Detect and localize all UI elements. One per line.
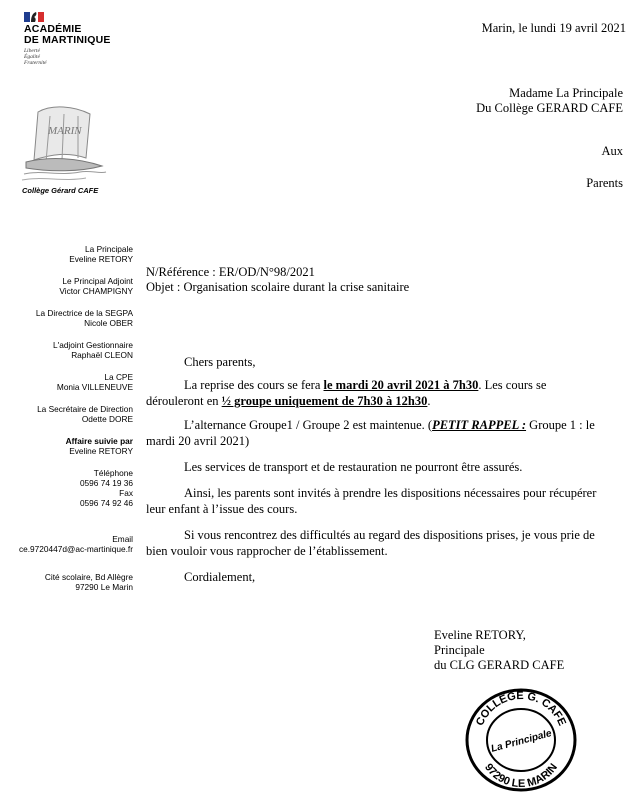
motto-egalite: Égalité bbox=[24, 54, 40, 60]
sidebar-name: Nicole OBER bbox=[84, 318, 133, 328]
paragraph-1 bbox=[184, 378, 620, 393]
paragraph-4-cont: leur enfant à l’issue des cours. bbox=[146, 502, 298, 516]
sidebar-email bbox=[10, 534, 133, 554]
sidebar-name: Raphaël CLEON bbox=[71, 350, 133, 360]
sidebar-gestionnaire bbox=[10, 340, 133, 360]
motto-fraternite: Fraternité bbox=[24, 60, 47, 66]
motto-liberte: Liberté bbox=[24, 48, 40, 54]
p1-text: . bbox=[427, 394, 431, 408]
to-parents: Parents bbox=[586, 176, 623, 190]
signature-org: du CLG GERARD CAFE bbox=[434, 658, 565, 672]
fax-number: 0596 74 92 46 bbox=[79, 498, 133, 508]
email-address[interactable]: ce.9720447d@ac-martinique.fr bbox=[18, 544, 133, 554]
telephone-number: 0596 74 19 36 bbox=[79, 478, 133, 488]
sidebar-name: Eveline RETORY bbox=[69, 254, 133, 264]
p1-group-emphasis: ½ groupe uniquement de 7h30 à 12h30 bbox=[221, 394, 428, 408]
sidebar-segpa bbox=[10, 308, 133, 328]
sidebar-affaire bbox=[10, 436, 133, 456]
sidebar-title: Le Principal Adjoint bbox=[62, 276, 133, 286]
sidebar-name: Monia VILLENEUVE bbox=[56, 382, 133, 392]
sidebar-address bbox=[10, 572, 133, 592]
address-line1: Cité scolaire, Bd Allègre bbox=[44, 572, 133, 582]
paragraph-1-cont bbox=[146, 394, 620, 409]
addressee-line1: Madame La Principale bbox=[509, 86, 623, 100]
sidebar-name: Odette DORE bbox=[81, 414, 133, 424]
sidebar-title: L'adjoint Gestionnaire bbox=[53, 340, 133, 350]
p2-text: Groupe 1 : le bbox=[526, 418, 595, 432]
paragraph-5: Si vous rencontrez des difficultés au regard des dispositions prises, je vous prie de bbox=[184, 528, 595, 542]
sidebar-adjoint bbox=[10, 276, 133, 296]
sidebar-secretaire bbox=[10, 404, 133, 424]
stamp-top-text: COLLEGE G. CAFE bbox=[473, 689, 569, 728]
paragraph-4: Ainsi, les parents sont invités à prendre les dispositions nécessaires pour récupérer bbox=[184, 486, 597, 500]
paragraph-3: Les services de transport et de restauration ne pourront être assurés. bbox=[184, 460, 523, 474]
p1-date-emphasis: le mardi 20 avril 2021 à 7h30 bbox=[323, 378, 479, 392]
paragraph-2-cont: mardi 20 avril 2021) bbox=[146, 434, 250, 448]
addressee-line2: Du Collège GERARD CAFE bbox=[476, 101, 623, 115]
sidebar-title: Affaire suivie par bbox=[65, 436, 133, 446]
academie-logo bbox=[24, 10, 144, 66]
college-logo bbox=[20, 100, 110, 185]
address-line2: 97290 Le Marin bbox=[75, 582, 133, 592]
petit-rappel: PETIT RAPPEL : bbox=[432, 418, 527, 432]
marianne-icon bbox=[24, 10, 44, 24]
greeting: Chers parents, bbox=[184, 355, 256, 369]
reference-line: N/Référence : ER/OD/N°98/2021 bbox=[146, 265, 315, 279]
sidebar-phone-fax bbox=[10, 468, 133, 508]
sidebar-name: Eveline RETORY bbox=[69, 446, 133, 456]
objet-line: Objet : Organisation scolaire durant la crise sanitaire bbox=[146, 280, 410, 294]
signature-name: Eveline RETORY, bbox=[434, 628, 526, 642]
p1-text: dérouleront en bbox=[146, 394, 222, 408]
p2-text: L’alternance Groupe1 / Groupe 2 est maintenue. ( bbox=[184, 418, 433, 432]
stamp-center-text: La Principale bbox=[489, 728, 553, 755]
academie-line2: DE MARTINIQUE bbox=[24, 34, 111, 46]
fax-label: Fax bbox=[119, 488, 133, 498]
academie-line1: ACADÉMIE bbox=[24, 23, 82, 35]
p1-text: La reprise des cours se fera bbox=[184, 378, 324, 392]
college-logo-text: MARIN bbox=[48, 125, 82, 137]
paragraph-5-cont: bien vouloir vous rapprocher de l’établissement. bbox=[146, 544, 388, 558]
college-caption: Collège Gérard CAFE bbox=[22, 186, 99, 195]
p1-text: . Les cours se bbox=[478, 378, 547, 392]
sidebar-name: Victor CHAMPIGNY bbox=[59, 286, 133, 296]
telephone-label: Téléphone bbox=[93, 468, 133, 478]
to-aux: Aux bbox=[601, 144, 623, 158]
date-line: Marin, le lundi 19 avril 2021 bbox=[481, 21, 626, 35]
signature-role: Principale bbox=[434, 643, 485, 657]
college-stamp bbox=[462, 682, 580, 794]
signature-block bbox=[434, 628, 564, 673]
addressee-block bbox=[476, 86, 623, 116]
sidebar-cpe bbox=[10, 372, 133, 392]
closing: Cordialement, bbox=[184, 570, 256, 584]
stamp-bottom-text: 97290 LE MARIN bbox=[482, 761, 561, 791]
sidebar-principale bbox=[10, 244, 133, 264]
sidebar-title: La Directrice de la SEGPA bbox=[35, 308, 133, 318]
sidebar-title: La CPE bbox=[104, 372, 133, 382]
sidebar-title: La Secrétaire de Direction bbox=[37, 404, 133, 414]
paragraph-2 bbox=[184, 418, 620, 433]
sidebar-contacts bbox=[10, 244, 133, 604]
email-label: Email bbox=[112, 534, 133, 544]
sidebar-title: La Principale bbox=[85, 244, 133, 254]
